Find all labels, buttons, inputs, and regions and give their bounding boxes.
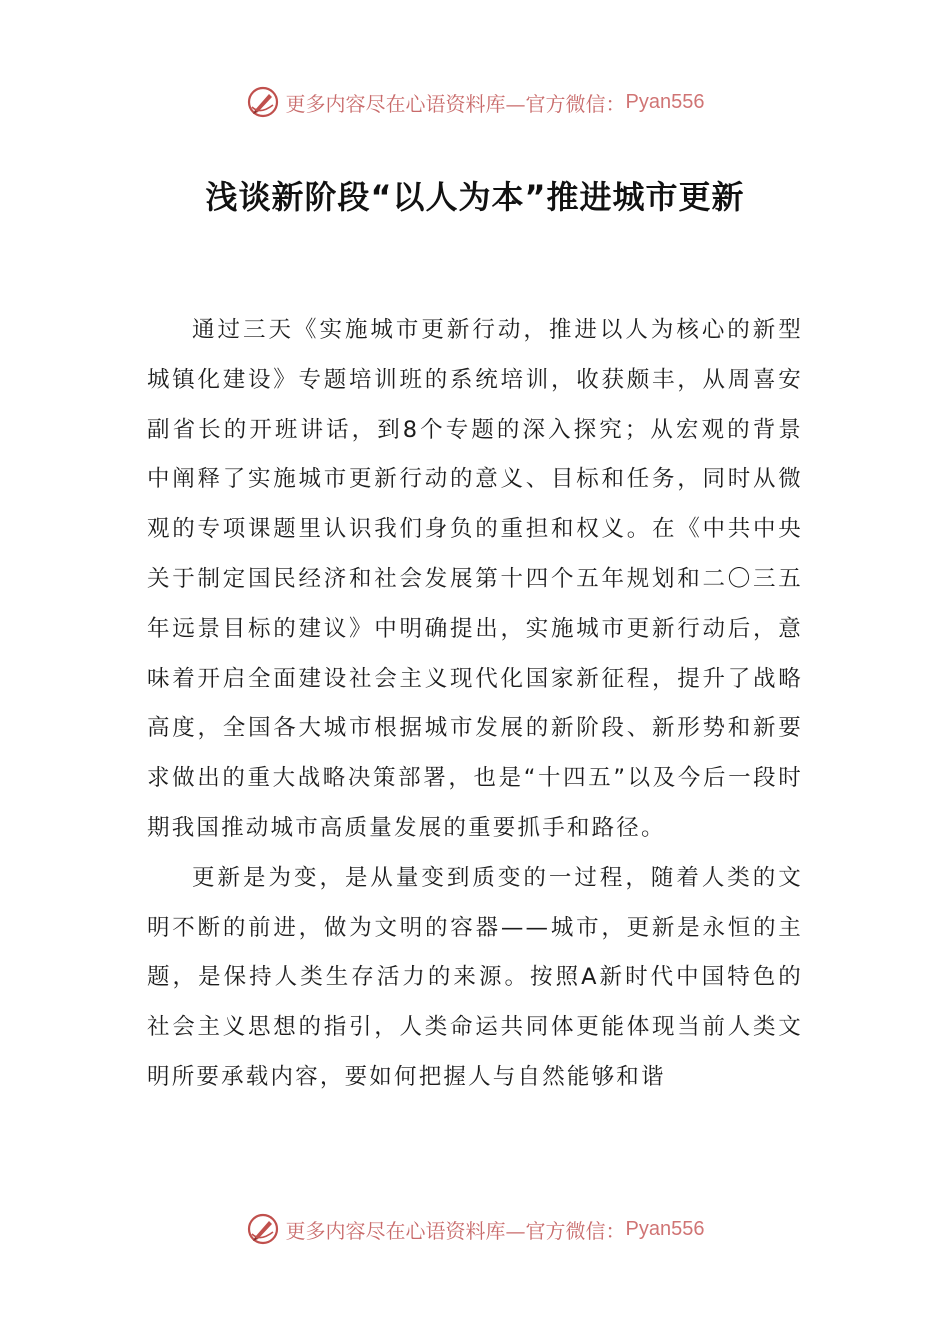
header-banner-wechat-id: Pyan556 xyxy=(625,90,705,113)
header-banner xyxy=(0,82,950,122)
footer-banner-text: 更多内容尽在心语资料库—官方微信： xyxy=(285,1218,626,1243)
paragraph-1: 通过三天《实施城市更新行动，推进以人为核心的新型城镇化建设》专题培训班的系统培训，收获颇丰，从周喜安副省长的开班讲话，到8个专题的深入探究；从宏观的背景中阐释了实施城市更新行动的意义、目标和任务，同时从微观的专项课题里认识我们身负的重担和权义。在《中共中央关于制定国民经济和社会发展第十四个五年规划和二〇三五年远景目标的建议》中明确提出，实施城市更新行动后，意味着开启全面建设社会主义现代化国家新征程，提升了战略高度，全国各大城市根据城市发展的新阶段、新形势和新要求做出的重大战略决策部署，也是“十四五”以及今后一段时期我国推动城市高质量发展的重要抓手和路径。 xyxy=(147,317,803,841)
footer-banner-wechat-id: Pyan556 xyxy=(625,1217,705,1240)
header-banner-text: 更多内容尽在心语资料库—官方微信： xyxy=(285,91,626,116)
footer-banner xyxy=(0,1209,950,1249)
document-body xyxy=(147,306,803,1103)
pen-logo-icon xyxy=(246,85,280,119)
document-title: 浅谈新阶段“以人为本”推进城市更新 xyxy=(205,178,745,216)
pen-logo-icon xyxy=(246,1212,280,1246)
paragraph-2: 更新是为变，是从量变到质变的一过程，随着人类的文明不断的前进，做为文明的容器——城市，更新是永恒的主题，是保持人类生存活力的来源。按照A新时代中国特色的社会主义思想的指引，人类命运共同体更能体现当前人类文明所要承载内容，要如何把握人与自然能够和谐 xyxy=(147,864,803,1090)
